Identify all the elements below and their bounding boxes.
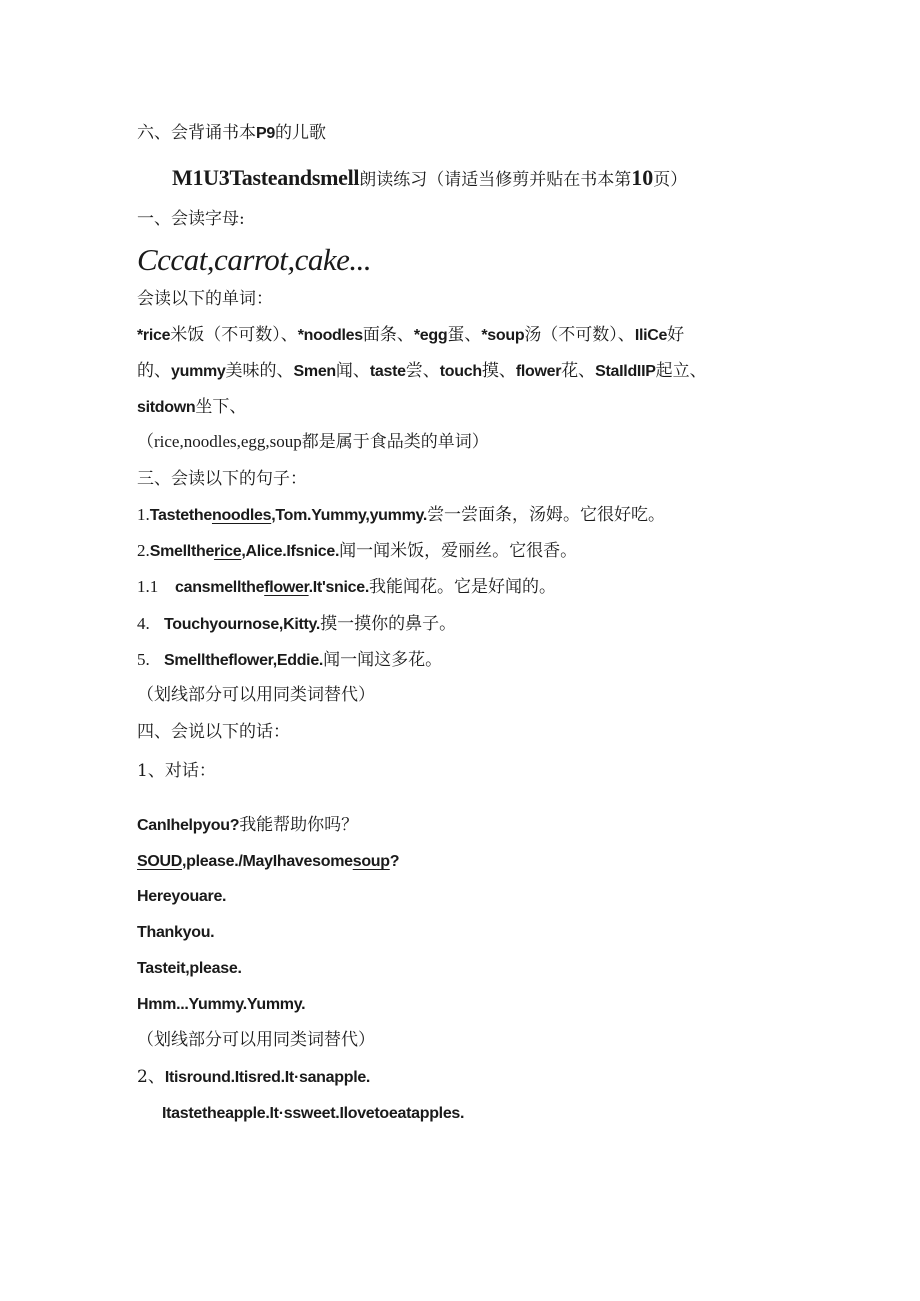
recite-text: 六、会背诵书本 xyxy=(137,123,256,143)
sentence-number: 1. xyxy=(137,505,150,524)
sentence-number: 1.1 xyxy=(137,577,159,596)
sentence-cn: 尝一尝面条，汤姆。它很好吃。 xyxy=(427,505,666,525)
dialogue-en: ,please./MayIhavesome xyxy=(182,853,353,870)
sentence-underlined-word: noodles xyxy=(211,507,272,524)
title-end: 页） xyxy=(653,170,688,190)
word-en: *egg xyxy=(413,327,448,344)
title-english: M1U3Tasteandsmell xyxy=(172,165,360,190)
sentences-heading: 三、会读以下的句子： xyxy=(137,469,307,489)
recite-tail: 的儿歌 xyxy=(274,123,326,143)
letters-line: Cccat,carrot,cake... xyxy=(137,242,372,277)
note-paren: （ xyxy=(137,432,154,452)
sentence-number: 4. xyxy=(137,614,150,633)
sentences-note: （划线部分可以用同类词替代） xyxy=(137,685,375,705)
sentence-number: 5. xyxy=(137,650,150,669)
sentence-en: Touchyournose,Kitty. xyxy=(164,616,321,633)
sentence-en: Smellthe xyxy=(149,543,215,560)
title-chinese: 朗读练习（请适当修剪并贴在书本第 xyxy=(359,170,632,190)
word-cn: 花、 xyxy=(561,361,596,381)
description-en: Itisround.Itisred.It·sanapple. xyxy=(164,1069,371,1086)
letters-heading: 一、会读字母: xyxy=(137,209,245,229)
dialogue-line-6: Hmm...Yummy.Yummy. xyxy=(137,996,306,1013)
word-cn: 坐下、 xyxy=(195,397,247,417)
sentence-en: ,Tom.Yummy,yummy. xyxy=(271,507,428,524)
word-en: Smen xyxy=(293,363,336,380)
word-en: *noodles xyxy=(297,327,363,344)
word-cn: 汤（不可数）、 xyxy=(524,325,635,345)
sentence-cn: 闻一闻米饭，爱丽丝。它很香。 xyxy=(339,541,578,561)
dialogue-line-4: Thankyou. xyxy=(137,924,215,941)
sentence-underlined-word: rice xyxy=(214,543,242,560)
description-line-2: Itastetheapple.It·ssweet.Ilovetoeatapples. xyxy=(162,1105,465,1122)
dialogue-line-3: Hereyouare. xyxy=(137,888,227,905)
word-cn: 米饭（不可数）、 xyxy=(170,325,298,345)
word-cn: 闻、 xyxy=(335,361,370,381)
page-title xyxy=(172,164,687,194)
words-heading: 会读以下的单词： xyxy=(137,289,273,309)
sentence-cn: 我能闻花。它是好闻的。 xyxy=(369,577,557,597)
dialogue-en: CanIhelpyou? xyxy=(137,817,240,834)
words-line-1 xyxy=(137,324,684,347)
word-cn: 摸、 xyxy=(481,361,516,381)
sentence-underlined-word: flower xyxy=(264,579,309,596)
description-number: 2、 xyxy=(137,1067,165,1087)
word-cn: 尝、 xyxy=(405,361,440,381)
note-cn: 都是属于食品类的单词） xyxy=(301,432,489,452)
description-line-1 xyxy=(137,1066,370,1089)
words-line-3 xyxy=(137,396,246,419)
sentence-en: cansmellthe xyxy=(175,579,265,596)
page-code: P9 xyxy=(256,125,275,142)
words-note xyxy=(137,431,489,453)
sentence-number: 2. xyxy=(137,541,150,560)
word-cn: 面条、 xyxy=(362,325,414,345)
sentence-en: ,Alice.Ifsnice. xyxy=(241,543,340,560)
sentence-1 xyxy=(137,504,665,527)
dialogue-line-2 xyxy=(137,850,399,873)
word-cn: 起立、 xyxy=(655,361,707,381)
speak-heading: 四、会说以下的话： xyxy=(137,722,290,742)
dialogue-underlined-word: SOUD xyxy=(137,853,183,870)
word-en: sitdown xyxy=(137,399,196,416)
title-page-number: 10 xyxy=(631,165,654,190)
sentence-cn: 闻一闻这多花。 xyxy=(323,650,443,670)
sentence-5 xyxy=(137,649,442,672)
word-en: IliCe xyxy=(634,327,668,344)
word-en: *rice xyxy=(137,327,171,344)
sentence-cn: 摸一摸你的鼻子。 xyxy=(320,614,457,634)
word-en: *soup xyxy=(481,327,525,344)
sentence-en: .It'snice. xyxy=(308,579,370,596)
dialogue-line-5: Tasteit,please. xyxy=(137,960,242,977)
dialogue-underlined-word: soup xyxy=(352,853,390,870)
dialogue-line-1 xyxy=(137,814,358,837)
dialogue-en: ? xyxy=(389,853,400,870)
dialogue-note: （划线部分可以用同类词替代） xyxy=(137,1030,375,1050)
sentence-3 xyxy=(137,576,556,599)
dialogue-subheading: 1、对话： xyxy=(137,761,216,781)
word-cn: 好 xyxy=(667,325,685,345)
sentence-en: Smelltheflower,Eddie. xyxy=(164,652,324,669)
sentence-4 xyxy=(137,613,456,636)
dialogue-cn: 我能帮助你吗？ xyxy=(239,815,359,835)
sentence-en: Tastethe xyxy=(149,507,212,524)
word-en: taste xyxy=(369,363,406,380)
word-en: flower xyxy=(515,363,562,380)
sentence-2 xyxy=(137,540,577,563)
word-en: yummy xyxy=(171,363,226,380)
word-cn: 蛋、 xyxy=(447,325,482,345)
note-words: rice,noodles,egg,soup xyxy=(154,432,302,451)
recite-instruction xyxy=(137,122,326,145)
words-line-2 xyxy=(137,360,707,383)
word-cn: 美味的、 xyxy=(225,361,294,381)
word-en: touch xyxy=(439,363,482,380)
word-en: StaIldIIP xyxy=(595,363,656,380)
word-prefix: 的、 xyxy=(137,361,171,381)
